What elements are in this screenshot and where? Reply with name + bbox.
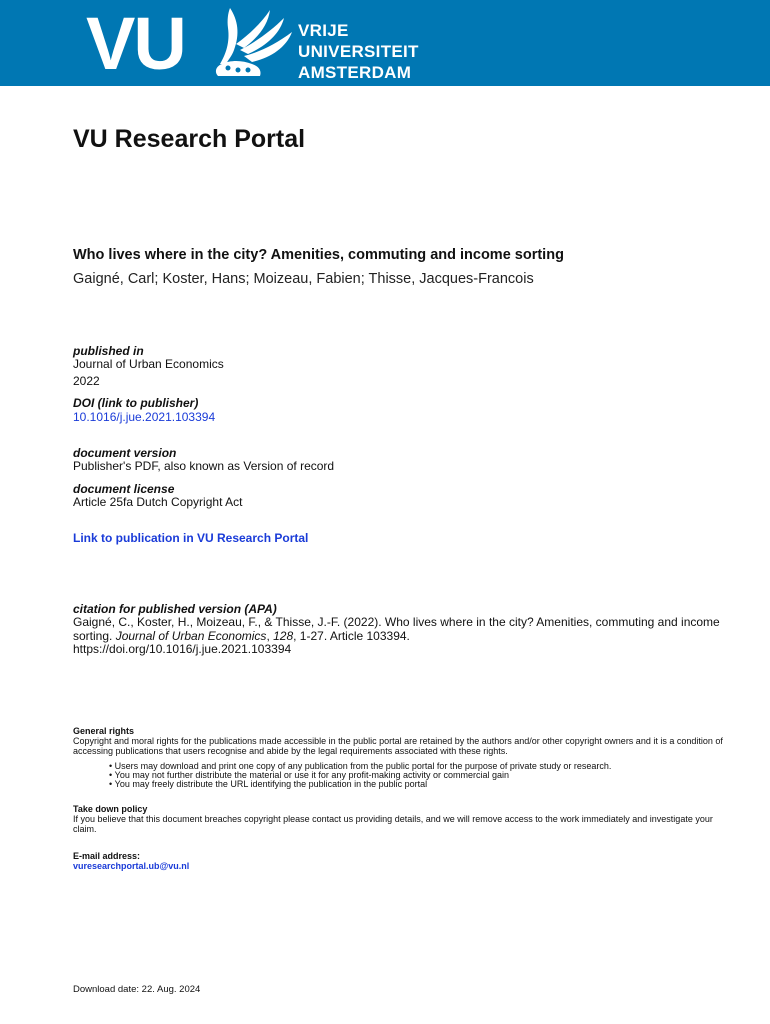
general-rights-section xyxy=(73,726,733,871)
rights-bullet-list xyxy=(73,762,733,789)
citation-label: citation for published version (APA) xyxy=(73,602,277,616)
list-item: • You may freely distribute the URL identifying the publication in the public portal xyxy=(109,780,733,789)
email-link[interactable]: vuresearchportal.ub@vu.nl xyxy=(73,861,190,871)
takedown-text: If you believe that this document breaches copyright please contact us providing details, and we will remove access to the work immediately and investigate your claim. xyxy=(73,814,713,834)
list-item: • You may not further distribute the material or use it for any profit-making activity or commercial gain xyxy=(109,771,733,780)
header-banner xyxy=(0,0,770,86)
document-license-label: document license xyxy=(73,482,175,496)
takedown-heading: Take down policy xyxy=(73,804,148,814)
paper-title: Who lives where in the city? Amenities, commuting and income sorting xyxy=(73,247,564,263)
portal-publication-link[interactable]: Link to publication in VU Research Portal xyxy=(73,531,309,545)
document-version-label: document version xyxy=(73,446,177,460)
university-line-3: AMSTERDAM xyxy=(298,63,412,82)
citation-volume: 128 xyxy=(273,628,294,643)
download-date: Download date: 22. Aug. 2024 xyxy=(73,984,201,995)
general-rights-heading: General rights xyxy=(73,726,135,736)
citation-url[interactable]: https://doi.org/10.1016/j.jue.2021.103394 xyxy=(73,642,292,656)
published-in-label: published in xyxy=(73,344,144,358)
citation-text xyxy=(73,616,723,657)
paper-authors: Gaigné, Carl; Koster, Hans; Moizeau, Fabien; Thisse, Jacques-Francois xyxy=(73,271,534,287)
document-license: Article 25fa Dutch Copyright Act xyxy=(73,495,243,509)
griffin-icon xyxy=(200,4,296,80)
university-line-1: VRIJE xyxy=(298,21,349,40)
publication-year: 2022 xyxy=(73,374,100,388)
university-name xyxy=(298,20,419,83)
journal-name: Journal of Urban Economics xyxy=(73,357,224,371)
doi-label: DOI (link to publisher) xyxy=(73,396,199,410)
citation-pages: , 1-27. Article 103394. xyxy=(293,628,410,643)
general-rights-text: Copyright and moral rights for the publications made accessible in the public portal are retained by the authors and/or other copyright owners and it is a condition of accessing publications that users recognise and abide by the legal requirements associated with these rights. xyxy=(73,736,723,756)
citation-journal: Journal of Urban Economics xyxy=(115,628,267,643)
list-item: • Users may download and print one copy of any publication from the public portal for the purpose of private study or research. xyxy=(109,762,733,771)
citation-block xyxy=(73,603,723,657)
vu-logo-letters: VU xyxy=(86,2,185,85)
document-version: Publisher's PDF, also known as Version of record xyxy=(73,459,335,473)
citation-authors-title: Gaigné, C., Koster, H., Moizeau, F., & Thisse, J.-F. (2022). Who lives where in the city? Amenities, commuting and income sorting. xyxy=(73,615,720,643)
page-title: VU Research Portal xyxy=(73,125,306,153)
citation-separator: , xyxy=(266,628,274,643)
doi-link[interactable]: 10.1016/j.jue.2021.103394 xyxy=(73,410,216,424)
email-heading: E-mail address: xyxy=(73,851,141,861)
university-line-2: UNIVERSITEIT xyxy=(298,42,419,61)
